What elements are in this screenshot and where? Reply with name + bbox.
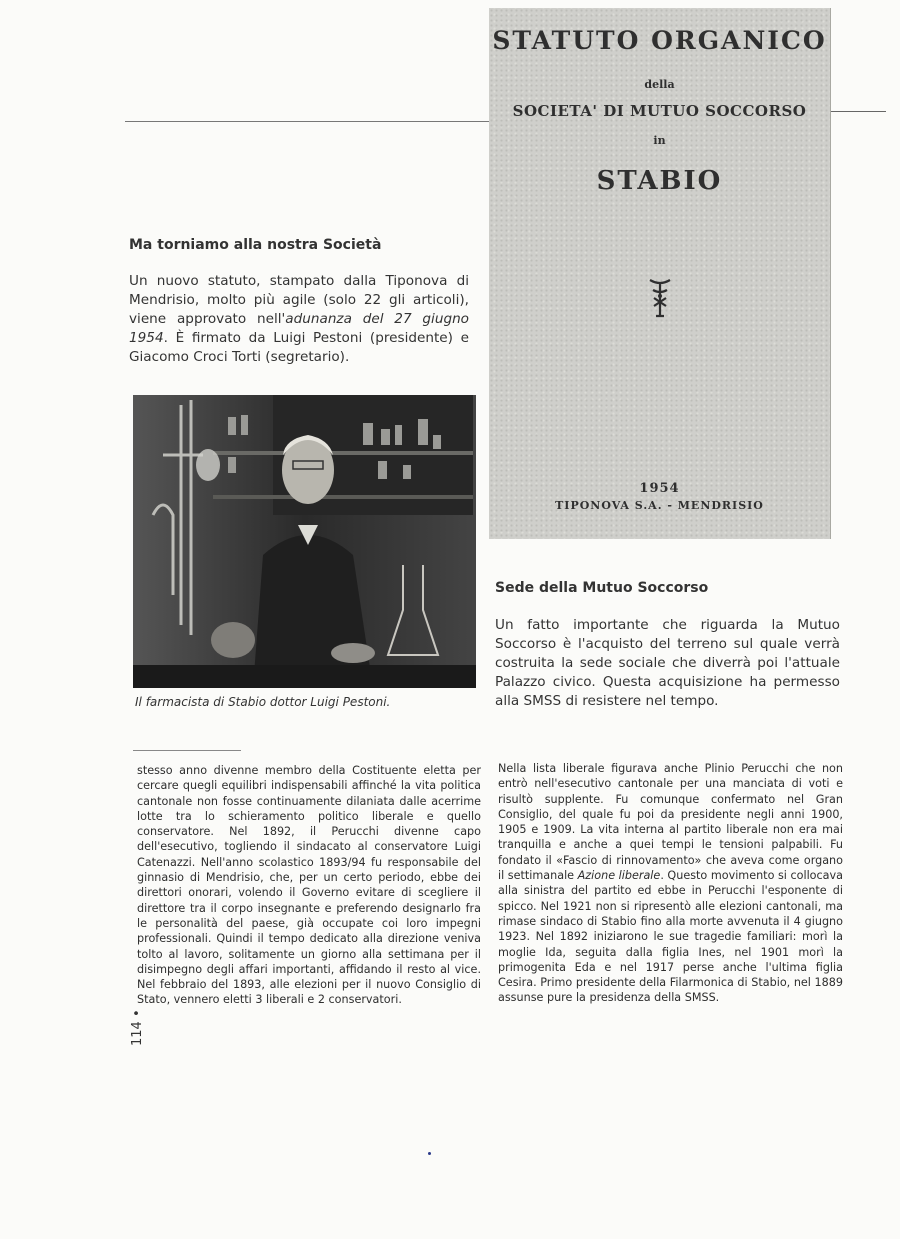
- page-number: 114 •: [130, 1009, 145, 1046]
- footnote-rule: [133, 750, 241, 751]
- pharmacist-photo: [133, 395, 476, 688]
- section-heading-society: Ma torniamo alla nostra Società: [129, 237, 382, 253]
- photo-caption: Il farmacista di Stabio dottor Luigi Pestoni.: [135, 695, 391, 709]
- section-text-society: Un nuovo statuto, stampato dalla Tiponova di Mendrisio, molto più agile (solo 22 gli articoli), viene approvato nell'adunanza del 27 giugno 1954. È firmato da Luigi Pestoni (presidente) e Giacomo Croci Torti (segretario).: [129, 273, 470, 365]
- cover-publisher: TIPONOVA S.A. - MENDRISIO: [555, 499, 764, 512]
- cover-della: della: [644, 78, 675, 91]
- printer-mark-icon: [647, 276, 673, 320]
- top-rule-right: [830, 111, 886, 112]
- cover-place: STABIO: [596, 166, 723, 196]
- cover-society: SOCIETA' DI MUTUO SOCCORSO: [512, 102, 807, 120]
- cover-year: 1954: [639, 481, 680, 496]
- statute-cover-image: [489, 8, 831, 539]
- footnote-right-column: Nella lista liberale figurava anche Plinio Perucchi che non entrò nell'esecutivo cantonale per una manciata di voti e risultò supplente. Fu comunque confermato nel Gran Consiglio, del quale fu poi da presidente negli anni 1900, 1905 e 1909. La vita interna al partito liberale non era mai tranquilla e anche a quei tempi le tensioni palpabili. Fu fondato il «Fascio di rinnovamento» che aveva come organo il settimanale Azione liberale. Questo movimento si collocava alla sinistra del partito ed ebbe in Perucchi l'esponente di spicco. Nel 1921 non si ripresentò alle elezioni cantonali, ma rimase sindaco di Stabio fino alla morte avvenuta il 4 giugno 1923. Nel 1892 iniziarono le sue tragedie familiari: morì la moglie Ida, seguita dalla figlia Ines, nel 1901 morì la primogenita Eda e nel 1917 perse anche l'ultima figlia Cesira. Primo presidente della Filarmonica di Stabio, nel 1889 assunse pure la presidenza della SMSS.: [498, 762, 844, 1005]
- footnote-left-column: stesso anno divenne membro della Costituente eletta per cercare quegli equilibri indispensabili affinché la vita politica cantonale non fosse continuamente dilaniata dalle acerrime lotte tra lo schieramento politico liberale e quello conservatore. Nel 1892, il Perucchi divenne capo dell'esecutivo, togliendo il sindacato al conservatore Luigi Catenazzi. Nell'anno scolastico 1893/94 fu responsabile del ginnasio di Mendrisio, che, per un certo periodo, ebbe dei direttori onorari, volendo il Governo evitare di scegliere il direttore tra il corpo insegnante e preferendo designarlo fra le personalità del paese, già occupate coi loro impegni professionali. Quindi il tempo dedicato alla direzione veniva tolto al lavoro, solitamente un giorno alla settimana per il disimpegno degli affari importanti, affidando il resto al vice. Nel febbraio del 1893, alle elezioni per il nuovo Consiglio di Stato, vennero eletti 3 liberali e 2 conservatori.: [137, 764, 481, 1007]
- ink-speck: [428, 1152, 431, 1155]
- section-heading-sede: Sede della Mutuo Soccorso: [495, 580, 709, 596]
- section-text-sede: Un fatto importante che riguarda la Mutuo Soccorso è l'acquisto del terreno sul quale verrà costruita la sede sociale che diverrà poi l'attuale Palazzo civico. Questa acquisizione ha permesso alla SMSS di resistere nel tempo.: [495, 617, 840, 709]
- cover-in: in: [653, 134, 666, 147]
- top-rule-left: [125, 121, 493, 122]
- cover-title: STATUTO ORGANICO: [492, 26, 827, 55]
